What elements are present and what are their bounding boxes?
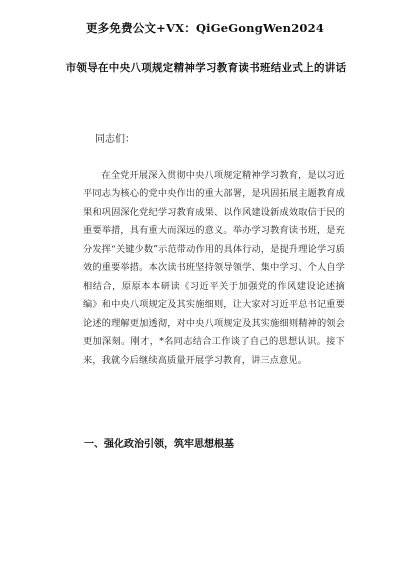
section-heading: 一、强化政治引领，筑牢思想根基 (84, 439, 234, 450)
document-title: 市领导在中央八项规定精神学习教育读书班结业式上的讲话 (65, 62, 347, 74)
promo-header: 更多免费公文+VX：QiGeGongWen2024 (85, 21, 325, 35)
salutation: 同志们： (95, 134, 135, 145)
body-paragraph: 在全党开展深入贯彻中央八项规定精神学习教育，是以习近平同志为核心的党中央作出的重大部署，是巩固拓展主题教育成果和巩固深化党纪学习教育成果、以作风建设新成效取信于民的重要举措，具有重大而深远的意义。举办学习教育读书班，是充分发挥“关键少数”示范带动作用的具体行动，是提升理论学习质效的重要举措。本次读书班坚持领导领学、集中学习、个人自学相结合，原原本本研读《习近平关于加强党的作风建设论述摘编》和中央八项规定及其实施细则，让大家对习近平总书记重要论述的理解更加透彻，对中央八项规定及其实施细则精神的领会更加深刻。刚才，*名同志结合工作谈了自己的思想认识。接下来，我就今后继续高质量开展学习教育，讲三点意见。 (83, 170, 345, 366)
